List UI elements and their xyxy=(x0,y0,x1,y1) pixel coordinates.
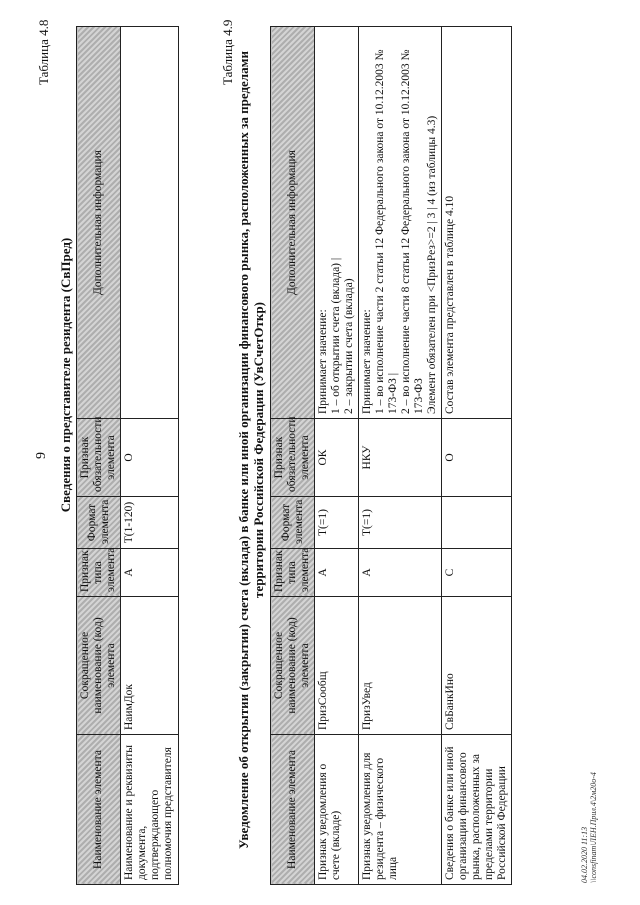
cell-name: Признак уведомления о счете (вкладе) xyxy=(315,735,359,885)
header-required: Признак обязательности элемента xyxy=(271,419,315,497)
cell-format: Т(1-120) xyxy=(121,497,179,549)
cell-type: А xyxy=(121,549,179,597)
info-line: Принимает значение: xyxy=(317,309,329,414)
header-format: Формат элемента xyxy=(271,497,315,549)
cell-info xyxy=(315,27,359,419)
info-line: 1 – во исполнение части 2 статьи 12 Федерального закона от 10.12.2003 № 173-ФЗ | xyxy=(374,49,399,414)
header-name: Наименование элемента xyxy=(77,735,121,885)
cell-required: НКУ xyxy=(359,419,442,497)
cell-code: ПризУвед xyxy=(359,597,442,735)
cell-name: Сведения о банке или иной организации финансового рынка, расположенных за пределами территории Российской Федерации xyxy=(442,735,512,885)
table-4-9-title-line-2: территории Российской Федерации (УвСчетОткр) xyxy=(251,302,266,598)
header-name: Наименование элемента xyxy=(271,735,315,885)
header-type: Признак типа элемента xyxy=(271,549,315,597)
table-4-8-label: Таблица 4.8 xyxy=(36,19,51,85)
header-code: Сокращенное наименование (код) элемента xyxy=(77,597,121,735)
table-header-row xyxy=(271,27,315,885)
page-number: 9 xyxy=(34,452,49,459)
cell-info xyxy=(359,27,442,419)
info-line: 1 – об открытии счета (вклада) | xyxy=(330,257,342,414)
cell-info xyxy=(442,27,512,419)
cell-format xyxy=(442,497,512,549)
cell-required: О xyxy=(121,419,179,497)
info-line: Принимает значение: xyxy=(361,309,373,414)
info-line: 2 – закрытии счета (вклада) xyxy=(343,278,355,414)
footer-date: 04.02.2020 11:13 xyxy=(580,826,589,883)
cell-code: СвБанкИно xyxy=(442,597,512,735)
table-4-9-title-line-1: Уведомление об открытии (закрытии) счета (вклада) в банке или иной организации финансового рынка, расположенных за пределами xyxy=(236,51,251,849)
cell-format: Т(=1) xyxy=(359,497,442,549)
cell-name: Наименование и реквизиты документа, подтверждающего полномочия представителя xyxy=(121,735,179,885)
table-4-8-title: Сведения о представителе резидента (СвПред) xyxy=(58,237,73,513)
cell-format: Т(=1) xyxy=(315,497,359,549)
table-row xyxy=(359,27,442,885)
cell-required: О xyxy=(442,419,512,497)
table-4-9-title xyxy=(236,25,266,875)
header-type: Признак типа элемента xyxy=(77,549,121,597)
cell-required: ОК xyxy=(315,419,359,497)
table-row xyxy=(315,27,359,885)
table-row xyxy=(121,27,179,885)
footer-stamp xyxy=(580,772,598,883)
cell-type: А xyxy=(359,549,442,597)
header-code: Сокращенное наименование (код) элемента xyxy=(271,597,315,735)
header-info: Дополнительная информация xyxy=(77,27,121,419)
table-row xyxy=(442,27,512,885)
header-format: Формат элемента xyxy=(77,497,121,549)
cell-code: ПризСообщ xyxy=(315,597,359,735)
info-line: 2 – во исполнение части 8 статьи 12 Федерального закона от 10.12.2003 № 173-ФЗ xyxy=(400,49,425,414)
table-4-8 xyxy=(76,26,179,885)
cell-name: Признак уведомления для резидента – физического лица xyxy=(359,735,442,885)
cell-type: А xyxy=(315,549,359,597)
cell-type: С xyxy=(442,549,512,597)
cell-info xyxy=(121,27,179,419)
info-line: Элемент обязателен при <ПризРез>=2 | 3 | 4 (из таблицы 4.3) xyxy=(426,115,438,414)
header-required: Признак обязательности элемента xyxy=(77,419,121,497)
footer-path: \\consfinam\ЛЕН.Прил.4\2м20о-4 xyxy=(589,772,598,883)
info-line: Состав элемента представлен в таблице 4.10 xyxy=(444,195,456,414)
table-header-row xyxy=(77,27,121,885)
table-4-9-label: Таблица 4.9 xyxy=(220,19,235,85)
table-4-9 xyxy=(270,26,512,885)
cell-code: НаимДок xyxy=(121,597,179,735)
header-info: Дополнительная информация xyxy=(271,27,315,419)
